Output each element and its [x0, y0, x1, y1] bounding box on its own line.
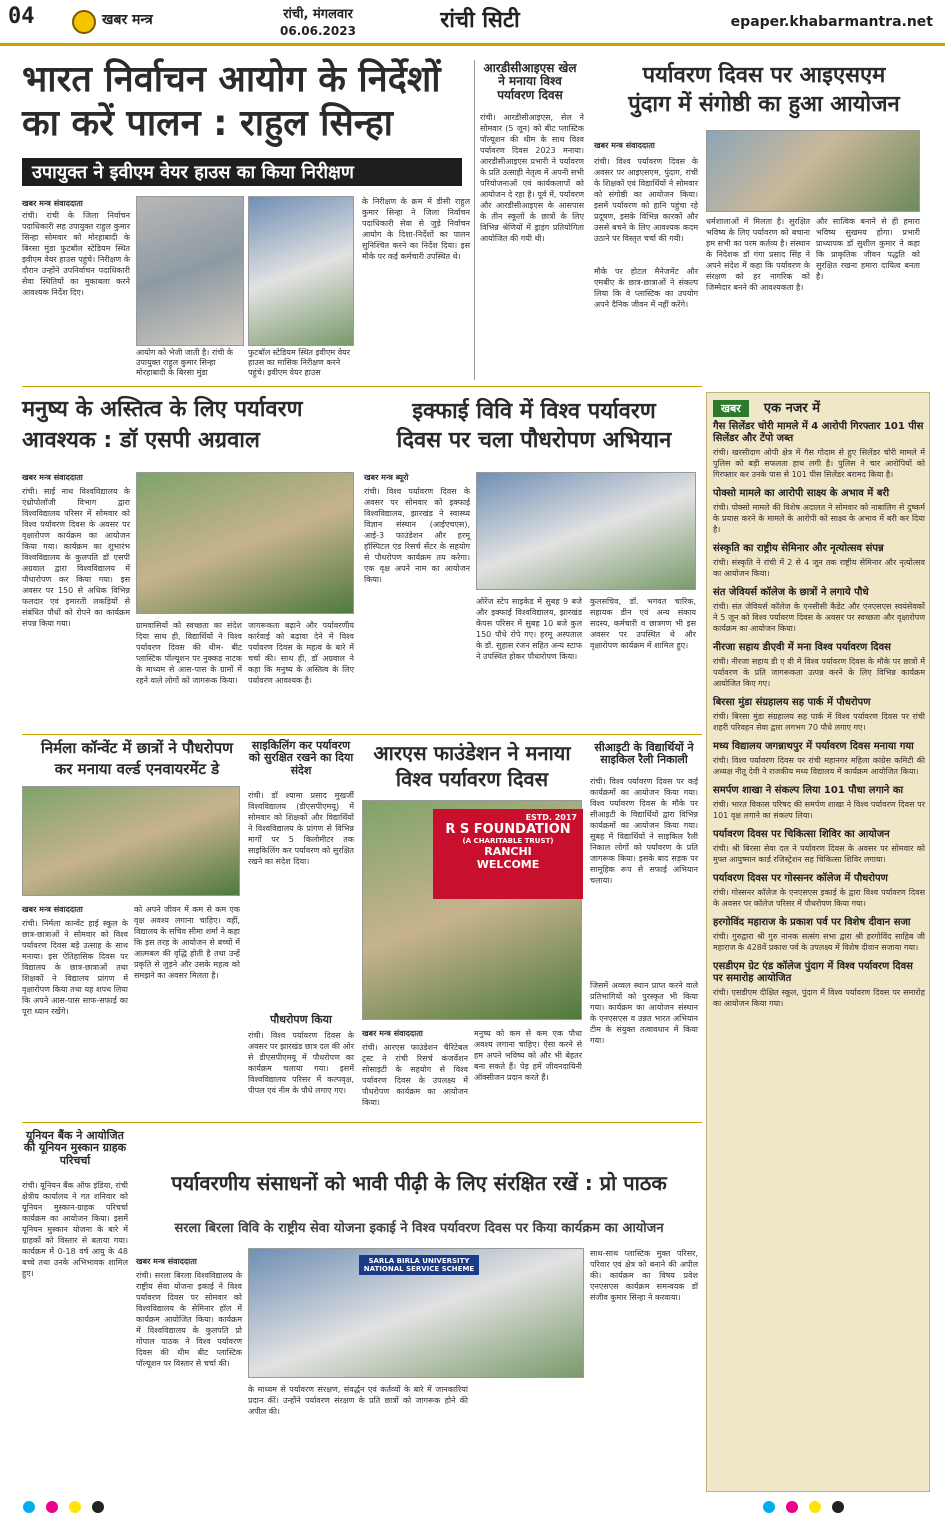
bit-photo: [248, 1248, 584, 1378]
glance-item-text: रांची। खरसीदाग ओपी क्षेत्र में गैस गोदाम से हुए सिलेंडर चोरी मामले में पुलिस को बड़ी सफलता हाथ लगी है। पुलिस ने चार आरोपियों को गिरफ्तार कर उनके पास से 101 पीस सिलेंडर बरामद किया है।: [713, 448, 925, 479]
glance-item-text: रांची। बिरसा मुंडा संग्रहालय सह पार्क में विश्व पर्यावरण दिवस पर रांची शहरी परिवहन सेवा द्वारा लगभग 70 पौधे लगाए गए।: [713, 712, 925, 732]
story1-lead: रांची। रांची के जिला निर्वाचन पदाधिकारी सह उपायुक्त राहुल कुमार सिन्हा सोमवार को मोरहाबादी के बिरसा मुंडा फुटबॉल स्टेडियम स्थित इवीएम वेयर हाउस पहुंचे। निरीक्षण के दौरान उन्होंने उपनिर्वाचन पदाधिकारी सेवा स्थितियों का मुकाबला करने आवश्यक निर्देश दिए।: [22, 211, 130, 297]
rs-banner-line1: R S FOUNDATION: [445, 822, 571, 837]
glance-item-headline: संस्कृति का राष्ट्रीय सेमिनार और नृत्योत्सव संपन्न: [713, 543, 884, 554]
icfai-text: रांची। विश्व पर्यावरण दिवस के अवसर पर सोमवार को इक्फाई विश्वविद्यालय, झारखंड ने स्वास्थ्य विज्ञान संस्थान (आईएचएस), आई-3 फाउंडेशन और हरमू हॉस्पिटल एंड रिसर्च सेंटर के सहयोग से पौधरोपण कार्यक्रम तय करेगा। एक वृक्ष अपने नाम का आयोजन किया।: [364, 487, 470, 584]
row-divider-2: [22, 734, 702, 735]
glance-item-text: रांची। भारत विकास परिषद की समर्पण शाखा ने विश्व पर्यावरण दिवस पर 101 वृक्ष लगाने का संकल्प लिया।: [713, 800, 925, 820]
story1-caption-right: फुटबॉल स्टेडियम स्थित इवीएम वेयर हाउस का मासिक निरीक्षण करने पहुंचे। इवीएम वेयर हाउस: [248, 348, 351, 377]
glance-item: [713, 587, 925, 634]
glance-tag: खबर: [713, 400, 749, 417]
glance-item: [713, 873, 925, 909]
ism-byline: खबर मन्त्र संवाददाता: [594, 141, 655, 150]
yellow-dot-icon: [69, 1501, 81, 1513]
cit-headline: सीआइटी के विद्यार्थियों ने साइकिल रैली निकाली: [594, 741, 694, 767]
rs-banner-est: ESTD. 2017: [525, 813, 577, 822]
row-divider: [22, 386, 702, 387]
print-registration-marks: [0, 1496, 945, 1514]
nirmala-text2: को अपने जीवन में कम से कम एक वृक्ष अवश्य लगाना चाहिए। वहीं, विद्यालय के सचिव सीमा शर्मा ने कहा कि इस तरह के आयोजन से बच्चों में आत्मबल की वृद्धि होती है तथा उन्हें प्रकृति से जुड़ने और उसके महत्व को समझने का अवसर मिलता है।: [134, 905, 240, 980]
glance-item-text: रांची। विश्व पर्यावरण दिवस पर रांची महानगर महिला कांग्रेस कमिटी की अध्यक्ष नीतू देवी ने राजकीय मध्य विद्यालय में कार्यक्रम आयोजित किया।: [713, 756, 925, 776]
row-divider-3: [22, 1122, 702, 1123]
recycle-text2: रांची। विश्व पर्यावरण दिवस के अवसर पर झारखंड छात्र दल की ओर से डीएसपीएमयू में पौधरोपण का कार्यक्रम चलाया गया। इसमें विश्वविद्यालय परिसर में कल्पवृक्ष, पीपल एवं नीम के पौधे लगाए गए।: [248, 1031, 354, 1095]
magenta-dot-icon: [786, 1501, 798, 1513]
brand-logo-icon: [72, 10, 96, 34]
glance-item-headline: संत जेवियर्स कॉलेज के छात्रों ने लगाये पौधे: [713, 587, 869, 598]
glance-item: [713, 642, 925, 689]
bit-banner-line2: NATIONAL SERVICE SCHEME: [363, 1265, 475, 1273]
icfai-headline-line2: दिवस पर चला पौधरोपण अभियान: [396, 427, 672, 453]
rs-banner-line2: (A CHARITABLE TRUST): [462, 837, 554, 845]
rs-byline: खबर मन्त्र संवाददाता: [362, 1029, 423, 1038]
sainath-headline-line1: मनुष्य के अस्तित्व के लिए पर्यावरण: [22, 397, 303, 422]
bit-banner-line1: SARLA BIRLA UNIVERSITY: [368, 1257, 470, 1265]
story1-col2: के निरीक्षण के क्रम में डीसी राहुल कुमार सिन्हा ने जिला निर्वाचन पदाधिकारी सेवा से जुड़े निर्वाचन आयोग के दिशा-निर्देशों का पालन सुनिश्चित करने का निर्देश दिया। इस मौके पर कई कर्मचारी उपस्थित थे।: [362, 197, 470, 261]
yellow-dot-icon: [809, 1501, 821, 1513]
cyan-dot-icon: [763, 1501, 775, 1513]
cit-text2: जिसमें अव्वल स्थान प्राप्त करने वाले प्रतिभागियों को पुरस्कृत भी किया गया। कार्यक्रम का आयोजन संस्थान के एनएसएस व उन्नत भारत अभियान टीम के संयुक्त तत्वावधान में किया गया।: [590, 981, 698, 1045]
glance-item-headline: पर्यावरण दिवस पर चिकित्सा शिविर का आयोजन: [713, 829, 890, 840]
icfai-text3: कुलसचिव, डॉ. भगवत चारिक, सहायक डीन एवं अन्य संकाय सदस्य, कर्मचारी व छात्रगण भी इस अवसर पर उपस्थित थे और वृक्षारोपण कार्यक्रम में शामिल हुए।: [590, 597, 696, 650]
rs-text2: मनुष्य को कम से कम एक पौधा अवश्य लगाना चाहिए। ऐसा करने से हम अपने भविष्य को और भी बेहतर बना सकते हैं। पेड़ हमें जीवनदायिनी ऑक्सीजन प्रदान करते हैं।: [474, 1029, 582, 1082]
magenta-dot-icon: [46, 1501, 58, 1513]
sainath-text3: जागरूकता बढ़ाने और पर्यावरणीय कार्रवाई को बढ़ावा देने में विश्व पर्यावरण दिवस के महत्व के बारे में चर्चा की। साथ ही, डॉ अग्रवाल ने कहा कि मनुष्य के अस्तित्व के लिए पर्यावरण आवश्यक है।: [248, 621, 354, 685]
icfai-text2: ओरेंज स्टेप साइकेड में सुबह 9 बजे और इक्फाई विश्वविद्यालय, झारखंड केंपस परिसर में सुबह 10 बजे कुल 150 पौधे रोपे गए। हरमू अस्पताल के डॉ. सुहास रंजन सहित अन्य स्टाफ ने उपस्थित होकर पौधारोपण किया।: [476, 597, 582, 661]
edition-date: 06.06.2023: [280, 24, 356, 38]
glance-item-headline: नीरजा सहाय डीएवी में मना विश्व पर्यावरण दिवस: [713, 642, 891, 653]
black-dot-icon: [92, 1501, 104, 1513]
story1-caption-left: आयोग को भेजी जाती है। रांची के उपायुक्त राहुल कुमार सिन्हा मोरहाबादी के बिरसा मुंडा: [136, 348, 234, 377]
rs-photo-banner: [433, 809, 583, 899]
icfai-headline: [364, 400, 704, 453]
sainath-text2: ग्रामवासियों को स्वच्छता का संदेश दिया साथ ही, विद्यार्थियों ने विश्व पर्यावरण दिवस की थीम- बीट प्लास्टिक पॉल्यूशन पर नुक्कड़ नाटक के माध्यम से आस-पास के ग्रामों में रहने वाले लोगों को जागरूक किया।: [136, 621, 242, 685]
bit-text2: के माध्यम से पर्यावरण संरक्षण, संवर्द्धन एवं कर्तव्यों के बारे में जानकारियां प्रदान कीं। उन्होंने पर्यावरण संरक्षण के प्रति छात्रों को जागरूक होने की अपील की।: [248, 1385, 468, 1416]
sainath-byline: खबर मन्त्र संवाददाता: [22, 473, 83, 482]
ism-text4: और सात्विक बनाने से ही हमारा भविष्य सुखमय होगा। प्रभारी प्राध्यापक डॉ सुशील कुमार ने कहा कि प्राकृतिक जीवन पद्धति को सुरक्षित रखना हमारा दायित्व बनता है।: [816, 217, 920, 281]
rs-text: रांची। आरएस फाउंडेशन चैरिटेबल ट्रस्ट ने रांची रिसर्च कंजर्वेशन सोसाइटी के सहयोग से विश्व पर्यावरण दिवस के उपलक्ष्य में पौधरोपण कार्यक्रम का आयोजन किया।: [362, 1043, 468, 1107]
ism-text1: रांची। विश्व पर्यावरण दिवस के अवसर पर आइएसएम, पुंदाग, रांची के शिक्षकों एवं विद्यार्थियों ने सोमवार को संगोष्ठी का आयोजन किया। इसमें पर्यावरण को हानि पहुंचा रहे प्रदूषण, इसके विभिन्न कारकों और उससे बचने के लिए आवश्यक कदम उठाने पर विस्तृत चर्चा की गयी।: [594, 157, 698, 243]
glance-item: [713, 961, 925, 1009]
ism-text3: धर्मशालाओं में मिलता है। सुरक्षित भविष्य के लिए पर्यावरण को बचाना हम सभी का परम कर्तव्य है। संस्थान के निदेशक डॉ गंगा प्रसाद सिंह ने अपने संदेश में कहा कि पर्यावरण के संरक्षण को हर नागरिक को जिम्मेदार बनने की आवश्यकता है।: [706, 217, 810, 292]
glance-item: [713, 917, 925, 953]
glance-item-text: रांची। नीरजा सहाय डी ए वी में विश्व पर्यावरण दिवस के मौके पर छात्रों में पर्यावरण के प्रति जागरूकता उत्पन्न करने के लिए विभिन्न कार्यक्रम आयोजित किए गए।: [713, 657, 925, 688]
icfai-byline: खबर मन्त्र ब्यूरो: [364, 473, 409, 482]
nirmala-headline-line2: कर मनाया वर्ल्ड एनवायरमेंट डे: [54, 759, 220, 778]
ism-photo: [706, 130, 920, 212]
glance-item-text: रांची। पोक्सो मामले की विशेष अदालत ने सोमवार को नाबालिग से दुष्कर्म के प्रयास करने के मामले के आरोपी को साक्ष्य के अभाव में बरी कर दिया है।: [713, 503, 925, 534]
glance-item-text: रांची। संस्कृति ने रांची में 2 से 4 जून तक राष्ट्रीय सेमिनार और नृत्योत्सव का आयोजन किया।: [713, 558, 925, 578]
cyan-dot-icon: [23, 1501, 35, 1513]
glance-item-headline: मध्य विद्यालय जगन्नाथपुर में पर्यावरण दिवस मनाया गया: [713, 741, 914, 752]
sainath-photo: [136, 472, 354, 614]
glance-item-text: रांची। संत जेवियर्स कॉलेज के एनसीसी कैडेट और एनएसएस स्वयंसेवकों ने 5 जून को विश्व पर्यावरण दिवस के अवसर पर स्वच्छता और वृक्षारोपण कार्यक्रम का आयोजन किया।: [713, 602, 925, 633]
bit-headline: पर्यावरणीय संसाधनों को भावी पीढ़ी के लिए संरक्षित रखें : प्रो पाठक: [171, 1171, 667, 1195]
ism-headline-line1: पर्यावरण दिवस पर आइएसएम: [642, 63, 886, 88]
glance-item-headline: हरगोविंद महाराज के प्रकाश पर्व पर विशेष दीवान सजा: [713, 917, 911, 928]
glance-item: [713, 785, 925, 821]
iits-headline: आरडीसीआइएस खेल ने मनाया विश्व पर्यावरण दिवस: [483, 61, 577, 102]
section-title: रांची सिटी: [440, 8, 520, 33]
ism-headline: [594, 64, 934, 117]
iits-text: रांची। आरडीसीआइएस, सेल ने सोमवार (5 जून) को बीट प्लास्टिक पॉल्यूशन की थीम के साथ विश्व पर्यावरण दिवस 2023 मनाया। आरडीसीआइएस प्रभारी ने पर्यावरण के प्रति उत्साही नेतृत्व में अपनी सभी परियोजनाओं एवं कार्यकलापों को आयोजन दे रहा है। पूर्व में, पर्यावरण और आरडीसीआइएस के आसपास के तीन स्कूलों के छात्रों के लिए विभिन्न श्रेणियों में ड्राइंग प्रतियोगिता आयोजित की गयी थी।: [480, 113, 584, 243]
icfai-headline-line1: इक्फाई विवि में विश्व पर्यावरण: [412, 399, 656, 424]
nirmala-text: रांची। निर्मला कान्वेंट हाई स्कूल के छात्र-छात्राओं ने सोमवार को विश्व पर्यावरण दिवस बड़े उत्साह के साथ मनाया। इस ऐतिहासिक दिवस पर विद्यालय के छात्र-छात्राओं तथा शिक्षकों ने विद्यालय प्रांगण में वृक्षारोपण किया तथा यह शपथ लिया कि अपने आस-पास साफ-सफाई का पूरा ध्यान रखेंगे।: [22, 919, 128, 1016]
glance-item-headline: पर्यावरण दिवस पर गोस्सनर कॉलेज में पौधरोपण: [713, 873, 888, 884]
nirmala-headline: [22, 740, 252, 778]
union-text: रांची। यूनियन बैंक ऑफ इंडिया, रांची क्षेत्रीय कार्यालय ने गत शनिवार को यूनियन मुस्कान-ग्राहक परिचर्चा कार्यक्रम का आयोजन किया। इसमें यूनियन मुस्कान योजना के बारे में ग्राहकों को विस्तार से बताया गया। कार्यक्रम में 0-18 वर्ष आयु के 48 बच्चे तथा उनके अभिभावक शामिल हुए।: [22, 1181, 128, 1278]
rs-banner-line4: WELCOME: [476, 858, 540, 871]
glance-item-text: रांची। श्री बिरसा सेवा दल ने पर्यावरण दिवस के अवसर पर सोमवार को मुफ्त आयुष्मान कार्ड रजिस्ट्रेशन सह चिकित्सा शिविर लगाया।: [713, 844, 925, 864]
story1-photo-right: [248, 196, 354, 346]
glance-item: [713, 829, 925, 865]
page-number: 04: [8, 4, 35, 29]
story1-headline-line2: का करें पालन : राहुल सिन्हा: [22, 103, 394, 145]
glance-title: एक नजर में: [763, 401, 821, 416]
ism-headline-line2: पुंदाग में संगोष्ठी का हुआ आयोजन: [628, 91, 900, 117]
rs-banner-line3: RANCHI: [484, 845, 532, 858]
bit-text3: साथ-साथ प्लास्टिक मुक्त परिसर, परिवार एवं क्षेत्र को बनाने की अपील की। कार्यक्रम का विषय प्रवेश एनएसएस कार्यक्रम समन्वयक डॉ संजीव कुमार सिन्हा ने करवाया।: [590, 1249, 698, 1302]
glance-item-headline: एसडीएम ग्रेट एंड कॉलेज पुंदाग में विश्व पर्यावरण दिवस पर समारोह आयोजित: [713, 961, 913, 984]
sainath-headline-line2: आवश्यक : डॉ एसपी अग्रवाल: [22, 427, 260, 453]
union-headline: यूनियन बैंक ने आयोजित की यूनियन मुस्कान ग्राहक परिचर्चा: [23, 1129, 127, 1167]
sainath-text: रांची। साईं नाथ विश्वविद्यालय के एंथ्रोपोलॉजी विभाग द्वारा विश्वविद्यालय परिसर में सोमवार को विश्व पर्यावरण दिवस के अवसर पर वृक्षारोपण कार्यक्रम का आयोजन किया गया। कार्यक्रम का शुभारंभ विश्वविद्यालय के कुलपति डॉ एसपी अग्रवाल द्वारा विश्वविद्यालय में पौधारोपण कर किया गया। इस अवसर पर 150 से अधिक विभिन्न फलदार एवं इमारती लकड़ियों से संबंधित पौधों को रोपने का कार्यक्रम संपन्न किया गया।: [22, 487, 130, 628]
glance-item-text: रांची। गुरुद्वारा श्री गुरु नानक सत्संग सभा द्वारा श्री हरगोविंद साहिब जी महाराज के 428वें प्रकाश पर्व के उपलक्ष्य में विशेष दीवान सजाया गया।: [713, 932, 925, 952]
black-dot-icon: [832, 1501, 844, 1513]
glance-item-text: रांची। एसडीएम दीक्षित स्कूल, पुंदाग में विश्व पर्यावरण दिवस पर समारोह का आयोजन किया गया।: [713, 988, 925, 1008]
glance-item: [713, 488, 925, 535]
bit-text: रांची। सरला बिरला विश्वविद्यालय के राष्ट्रीय सेवा योजना इकाई ने विश्व पर्यावरण दिवस पर सोमवार को विश्वविद्यालय के सेमिनार हॉल में कार्यक्रम आयोजित किया। कार्यक्रम में विश्वविद्यालय के कुलपति प्रो गोपाल पाठक ने विश्व पर्यावरण दिवस की थीम बीट प्लास्टिक पॉल्यूशन पर विस्तार से चर्चा की।: [136, 1271, 242, 1368]
bit-byline: खबर मन्त्र संवाददाता: [136, 1257, 197, 1266]
site-link[interactable]: epaper.khabarmantra.net: [730, 14, 933, 30]
story1-headline-line1: भारत निर्वाचन आयोग के निर्देशों: [22, 59, 441, 100]
glance-item: [713, 421, 925, 480]
story1-photo-left: [136, 196, 244, 346]
recycle-subhead: पौधरोपण किया: [270, 1013, 332, 1026]
recycle-text: रांची। डॉ श्यामा प्रसाद मुखर्जी विश्वविद्यालय (डीएसपीएमयू) में सोमवार को शिक्षकों और विद्यार्थियों ने विश्वविद्यालय के प्रांगण से विभिन्न मार्गों पर 5 किलोमीटर तक साइकिलिंग कर पर्यावरण को सुरक्षित रखने का संदेश दिया।: [248, 791, 354, 866]
glance-panel: [706, 392, 930, 1492]
rs-headline: [362, 742, 582, 791]
nirmala-byline: खबर मन्त्र संवाददाता: [22, 905, 83, 914]
glance-item: [713, 543, 925, 579]
glance-item-text: रांची। गोस्सनर कॉलेज के एनएसएस इकाई के द्वारा विश्व पर्यावरण दिवस के अवसर पर कॉलेज परिसर में पौधरोपण किया गया।: [713, 888, 925, 908]
story1-subhead: उपायुक्त ने इवीएम वेयर हाउस का किया निरीक्षण: [22, 158, 462, 186]
bit-photo-banner: [359, 1255, 479, 1275]
recycle-headline: साइकिलिंग कर पर्यावरण को सुरक्षित रखने का दिया संदेश: [248, 739, 354, 777]
nirmala-photo: [22, 786, 240, 896]
glance-item: [713, 697, 925, 733]
story1-byline: खबर मन्त्र संवाददाता: [22, 199, 83, 208]
glance-item-headline: बिरसा मुंडा संग्रहालय सह पार्क में पौधरोपण: [713, 697, 871, 708]
glance-item-headline: गैस सिलेंडर चोरी मामले में 4 आरोपी गिरफ्तार 101 पीस सिलेंडर और टेंपो जब्त: [713, 421, 924, 444]
brand-name: खबर मन्त्र: [102, 12, 153, 28]
rs-photo: [362, 800, 582, 1020]
icfai-photo: [476, 472, 696, 590]
nirmala-headline-line1: निर्मला कॉन्वेंट में छात्रों ने पौधरोपण: [40, 739, 233, 757]
masthead: [0, 0, 945, 46]
glance-item-headline: समर्पण शाखा ने संकल्प लिया 101 पौधा लगाने का: [713, 785, 904, 796]
cit-text: रांची। विश्व पर्यावरण दिवस पर कई कार्यक्रमों का आयोजन किया गया। विश्व पर्यावरण दिवस के मौके पर सीआइटी के विद्यार्थियों द्वारा विभिन्न कार्यक्रमों का आयोजन किया गया। सुबह में विद्यार्थियों ने साइकिल रैली निकाल लोगों को पर्यावरण के प्रति जागरूक किया। इसके बाद सड़क पर सामूहिक रूप से सफाई अभियान चलाया।: [590, 777, 698, 885]
glance-item: [713, 741, 925, 777]
column-divider: [474, 60, 475, 380]
story1-headline: [22, 60, 462, 145]
ism-text2: मौके पर होटल मैनेजमेंट और एमबीए के छात्र-छात्राओं ने संकल्प लिया कि वे प्लास्टिक का उपयोग अपने दैनिक जीवन में नहीं करेंगे।: [594, 267, 698, 309]
rs-headline-line2: विश्व पर्यावरण दिवस: [395, 767, 549, 792]
edition-place: रांची, मंगलवार: [283, 7, 353, 22]
sainath-headline: [22, 398, 352, 453]
bit-subhead: सरला बिरला विवि के राष्ट्रीय सेवा योजना इकाई ने विश्व पर्यावरण दिवस पर किया कार्यक्रम का आयोजन: [174, 1221, 664, 1236]
glance-item-headline: पोक्सो मामले का आरोपी साक्ष्य के अभाव में बरी: [713, 488, 890, 499]
rs-headline-line1: आरएस फाउंडेशन ने मनाया: [373, 741, 571, 765]
glance-list: [713, 421, 925, 1485]
